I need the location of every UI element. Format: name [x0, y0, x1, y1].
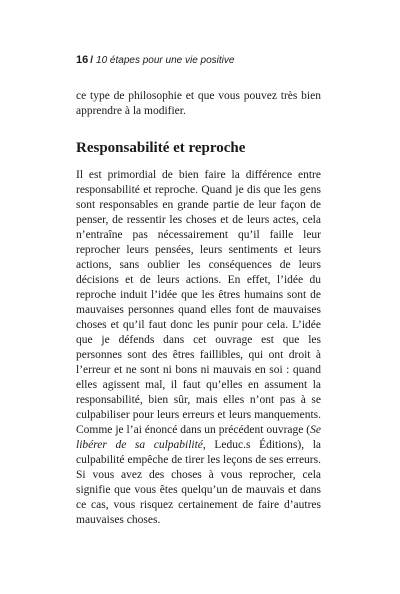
running-header	[76, 54, 234, 67]
continuation-paragraph: ce type de philosophie et que vous pouvez très bien apprendre à la modifier.	[76, 90, 321, 117]
book-title: 10 étapes pour une vie positive	[96, 55, 235, 66]
paragraph-text-end: , Leduc.s Éditions), la culpabilité empêche de tirer les leçons de ses erreurs. Si vous avez des choses à vous reprocher, cela signifie que vous êtes quelqu’un de mauvais et dans ce cas, vous risquez certainement de faire d’autres mauvaises choses.	[76, 439, 321, 526]
cited-book-title: Se libérer de sa culpabilité	[76, 424, 321, 451]
paragraph-text-start: Il est primordial de bien faire la différence entre responsabilité et reproche. Quand je dis que les gens sont responsables en grande partie de leur façon de penser, de ressentir les choses et de leurs actes, cela n’entraîne pas nécessairement qu’il faille leur reprocher leurs pensées, leurs sentiments et leurs actions, sans oublier les conséquences de leurs décisions et de leurs actions. En effet, l’idée du reproche induit l’idée que les êtres humains sont de mauvaises personnes quand elles font de mauvaises choses et qu’il faut donc les punir pour cela. L’idée que je défends dans cet ouvrage est que les personnes sont des êtres faillibles, qui ont droit à l’erreur et ne sont ni bons ni mauvais en soi : quand elles agissent mal, il faut qu’elles en assument la responsabilité, bien sûr, mais elles n’ont pas à se culpabiliser pour leurs erreurs et leurs manquements. Comme je l’ai énoncé dans un précédent ouvrage (	[76, 169, 321, 436]
section-heading: Responsabilité et reproche	[76, 140, 246, 156]
section-paragraph	[76, 168, 321, 528]
page-number: 16	[76, 54, 89, 66]
header-separator: /	[90, 55, 94, 66]
